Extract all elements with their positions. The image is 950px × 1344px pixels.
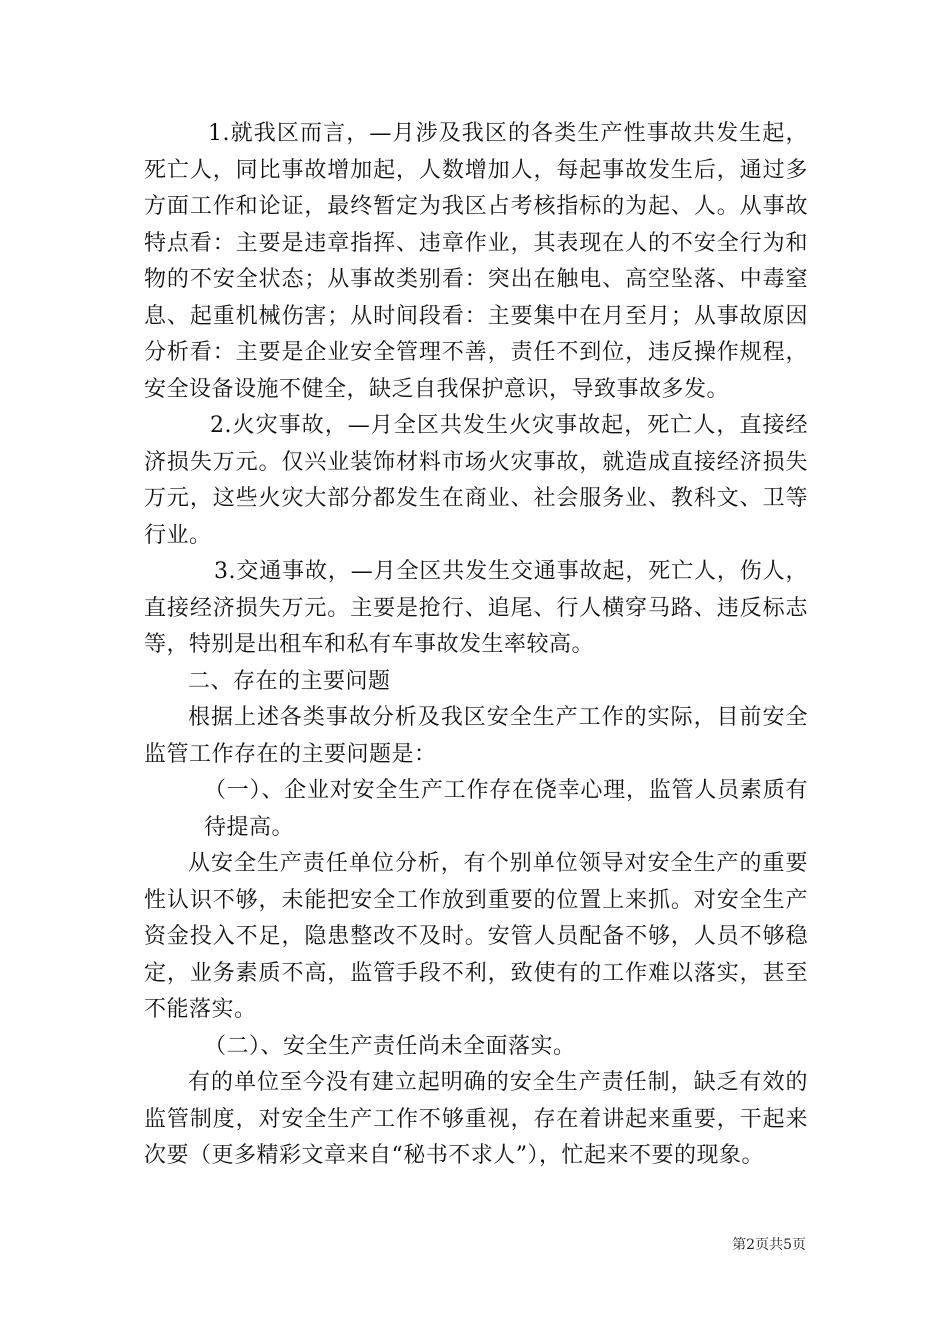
page-number-footer xyxy=(732,1234,806,1254)
document-body xyxy=(144,116,808,1175)
paragraph-traffic-accidents: 3.交通事故，—月全区共发生交通事故起，死亡人，伤人，直接经济损失万元。主要是抢行、追尾、行人横穿马路、违反标志等，特别是出租车和私有车事故发生率较高。 xyxy=(144,559,808,657)
subheading-problem-one: （一）、企业对安全生产工作存在侥幸心理，监管人员素质有待提高。 xyxy=(204,778,808,840)
paragraph-fire-accidents: 2.火灾事故，—月全区共发生火灾事故起，死亡人，直接经济损失万元。仅兴业装饰材料市场火灾事故，就造成直接经济损失万元，这些火灾大部分都发生在商业、社会服务业、教科文、卫等行业。 xyxy=(144,413,808,548)
paragraph-problem-one-detail: 从安全生产责任单位分析，有个别单位领导对安全生产的重要性认识不够，未能把安全工作放到重要的位置上来抓。对安全生产资金投入不足，隐患整改不及时。安管人员配备不够，人员不够稳定，业务素质不高，监管手段不利，致使有的工作难以落实，甚至不能落实。 xyxy=(144,851,808,1022)
section-heading-main-problems: 二、存在的主要问题 xyxy=(188,668,391,694)
page-number-label: 第2页共5页 xyxy=(732,1237,806,1253)
subheading-problem-two: （二）、安全生产责任尚未全面落实。 xyxy=(204,1033,576,1059)
paragraph-production-accidents: 1.就我区而言，—月涉及我区的各类生产性事故共发生起，死亡人，同比事故增加起，人数增加人，每起事故发生后，通过多方面工作和论证，最终暂定为我区占考核指标的为起、人。从事故特点看：主要是违章指挥、违章作业，其表现在人的不安全行为和物的不安全状态；从事故类别看：突出在触电、高空坠落、中毒窒息、起重机械伤害；从时间段看：主要集中在月至月；从事故原因分析看：主要是企业安全管理不善，责任不到位，违反操作规程，安全设备设施不健全，缺乏自我保护意识，导致事故多发。 xyxy=(144,121,808,402)
paragraph-problems-intro: 根据上述各类事故分析及我区安全生产工作的实际，目前安全监管工作存在的主要问题是： xyxy=(144,705,808,767)
paragraph-problem-two-detail: 有的单位至今没有建立起明确的安全生产责任制，缺乏有效的监管制度，对安全生产工作不够重视，存在着讲起来重要，干起来次要（更多精彩文章来自“秘书不求人”），忙起来不要的现象。 xyxy=(144,1070,808,1168)
